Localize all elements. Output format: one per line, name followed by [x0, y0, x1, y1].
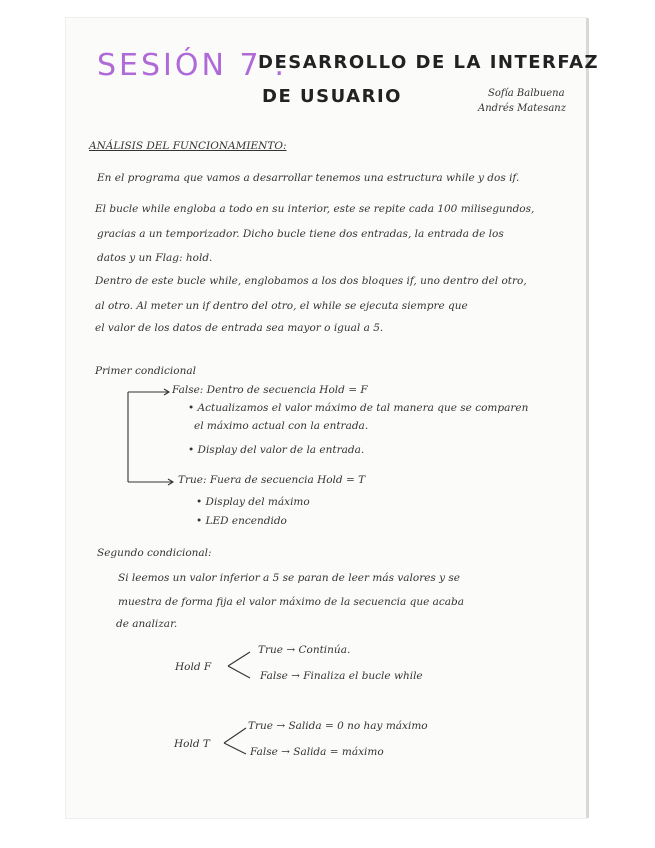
hold-f-false: False → Finaliza el bucle while — [260, 670, 423, 682]
true-item: • LED encendido — [196, 515, 287, 527]
segundo-condicional-heading: Segundo condicional: — [97, 547, 212, 559]
title-line-2: DE USUARIO — [262, 86, 402, 107]
true-item: • Display del máximo — [196, 496, 310, 508]
paragraph-3-line: Dentro de este bucle while, englobamos a los dos bloques if, uno dentro del otro, — [95, 275, 527, 287]
hold-f-true: True → Continúa. — [258, 644, 351, 656]
false-item: • Actualizamos el valor máximo de tal manera que se comparen — [188, 402, 529, 414]
paragraph-3-line: al otro. Al meter un if dentro del otro, el while se ejecuta siempre que — [95, 300, 468, 312]
paragraph-2-line: El bucle while engloba a todo en su interior, este se repite cada 100 milisegundos, — [95, 203, 535, 215]
hold-f-label: Hold F — [175, 661, 212, 673]
author-1: Sofía Balbuena — [488, 88, 565, 99]
section-heading: ANÁLISIS DEL FUNCIONAMIENTO: — [89, 140, 287, 152]
primer-bracket — [128, 392, 172, 482]
session-title: SESIÓN 7 : — [97, 48, 288, 83]
segundo-line: de analizar. — [116, 618, 178, 630]
segundo-line: Si leemos un valor inferior a 5 se paran de leer más valores y se — [118, 572, 461, 584]
hold-t-true: True → Salida = 0 no hay máximo — [248, 720, 428, 732]
paragraph-2-line: datos y un Flag: hold. — [97, 252, 213, 264]
paragraph-1-line: En el programa que vamos a desarrollar tenemos una estructura while y dos if. — [97, 172, 520, 184]
false-branch-label: False: Dentro de secuencia Hold = F — [172, 384, 368, 396]
title-line-1: DESARROLLO DE LA INTERFAZ — [258, 52, 600, 73]
hold-f-branch — [228, 652, 250, 678]
false-item: el máximo actual con la entrada. — [194, 420, 369, 432]
false-item: • Display del valor de la entrada. — [188, 444, 365, 456]
segundo-line: muestra de forma fija el valor máximo de la secuencia que acaba — [118, 596, 465, 608]
hold-t-label: Hold T — [174, 738, 210, 750]
author-2: Andrés Matesanz — [478, 103, 567, 114]
paragraph-2-line: gracias a un temporizador. Dicho bucle tiene dos entradas, la entrada de los — [97, 228, 504, 240]
hold-t-false: False → Salida = máximo — [250, 746, 384, 758]
paragraph-3-line: el valor de los datos de entrada sea mayor o igual a 5. — [95, 322, 384, 334]
primer-condicional-heading: Primer condicional — [95, 365, 196, 377]
true-branch-label: True: Fuera de secuencia Hold = T — [178, 474, 366, 486]
hold-t-branch — [224, 728, 246, 754]
